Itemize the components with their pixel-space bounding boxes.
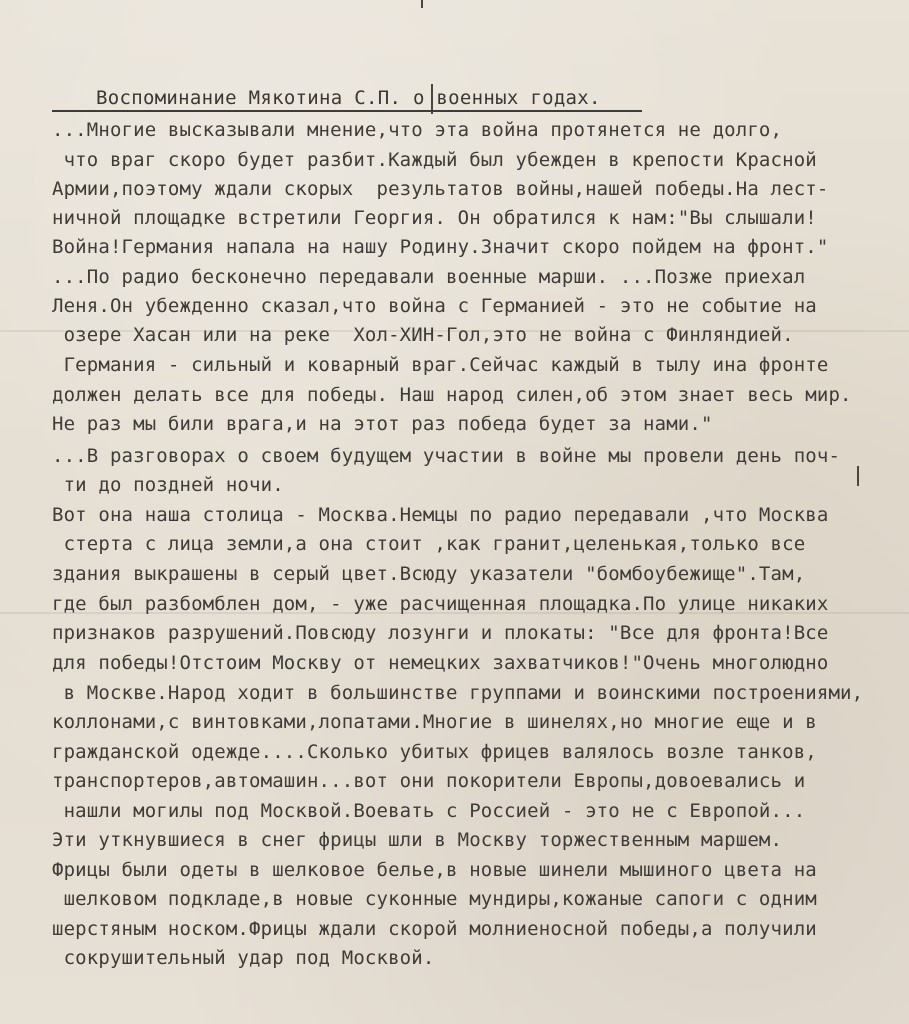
text-line: нашли могилы под Москвой.Воевать с Россией - это не с Европой...: [52, 800, 806, 822]
text-line: ти до поздней ночи.: [52, 474, 284, 496]
text-line: признаков разрушений.Повсюду лозунги и плокаты: "Все для фронта!Все: [52, 622, 829, 644]
margin-mark: [857, 466, 859, 486]
text-line: шелковом подкладе,в новые суконные мундиры,кожаные сапоги с одним: [52, 888, 817, 910]
text-line: стерта с лица земли,а она стоит ,как гранит,целенькая,только все: [52, 533, 806, 555]
text-line: ...По радио бесконечно передавали военные марши. ...Позже приехал: [52, 266, 806, 288]
document-title: Воспоминание Мякотина С.П. о военных годах.: [52, 86, 642, 112]
text-line: ничной площадке встретили Георгия. Он обратился к нам:"Вы слышали!: [52, 207, 817, 229]
margin-mark: [421, 0, 423, 8]
text-line: сокрушительный удар под Москвой.: [52, 947, 435, 969]
text-line: Эти уткнувшиеся в снег фрицы шли в Москву торжественным маршем.: [52, 829, 783, 851]
text-line: транспортеров,автомашин...вот они покорители Европы,довоевались и: [52, 770, 806, 792]
text-line: шерстяным носком.Фрицы ждали скорой молниеносной победы,а получили: [52, 918, 817, 940]
text-line: здания выкрашены в серый цвет.Всюду указатели "бомбоубежище".Там,: [52, 563, 806, 585]
text-line: Германия - сильный и коварный враг.Сейчас каждый в тылу ина фронте: [52, 354, 829, 376]
text-line: Не раз мы били врага,и на этот раз победа будет за нами.": [52, 413, 713, 435]
text-line: ...В разговорах о своем будущем участии в войне мы провели день поч-: [52, 445, 841, 467]
text-line: озере Хасан или на реке Хол-ХИН-Гол,это не война с Финляндией.: [52, 324, 794, 346]
text-line: в Москве.Народ ходит в большинстве группами и воинскими построениями,: [52, 682, 864, 704]
text-line: Война!Германия напала на нашу Родину.Значит скоро пойдем на фронт.": [52, 236, 829, 258]
text-line: Фрицы были одеты в шелковое белье,в новые шинели мышиного цвета на: [52, 859, 817, 881]
text-line: где был разбомблен дом, - уже расчищенная площадка.По улице никаких: [52, 593, 829, 615]
text-line: Леня.Он убежденно сказал,что война с Германией - это не событие на: [52, 295, 817, 317]
text-line: ...Многие высказывали мнение,что эта война протянется не долго,: [52, 119, 783, 141]
text-line: что враг скоро будет разбит.Каждый был убежден в крепости Красной: [52, 149, 817, 171]
text-line: должен делать все для победы. Наш народ силен,об этом знает весь мир.: [52, 384, 852, 406]
text-line: для победы!Отстоим Москву от немецких захватчиков!"Очень многолюдно: [52, 652, 829, 674]
text-line: Вот она наша столица - Москва.Немцы по радио передавали ,что Москва: [52, 504, 829, 526]
text-line: гражданской одежде....Сколько убитых фрицев валялось возле танков,: [52, 741, 817, 763]
text-line: Армии,поэтому ждали скорых результатов войны,нашей победы.На лест-: [52, 178, 829, 200]
text-line: коллонами,с винтовками,лопатами.Многие в шинелях,но многие еще и в: [52, 711, 817, 733]
